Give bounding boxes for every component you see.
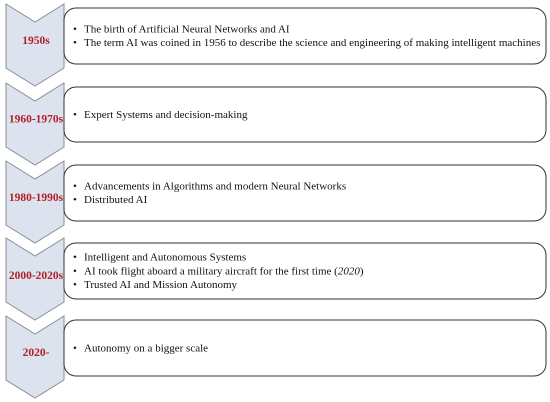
era-description-box	[64, 8, 546, 64]
era-label: 2020-	[22, 347, 50, 359]
era-item-text: Distributed AI	[84, 194, 148, 207]
era-item-text: The birth of Artificial Neural Networks and AI	[84, 23, 290, 36]
era-description-box	[64, 165, 546, 221]
bullet-icon: •	[73, 108, 77, 121]
bullet-icon: •	[73, 180, 77, 193]
timeline-era	[6, 161, 546, 243]
bullet-icon: •	[73, 194, 77, 207]
era-item-text: AI took flight aboard a military aircraft for the first time (2020)	[84, 265, 364, 278]
era-label: 1960-1970s	[8, 113, 64, 126]
bullet-icon: •	[73, 37, 77, 50]
bullet-icon: •	[73, 23, 77, 36]
era-label: 1980-1990s	[8, 192, 64, 204]
era-item-text: Trusted AI and Mission Autonomy	[84, 278, 238, 291]
bullet-icon: •	[73, 342, 77, 355]
timeline-era	[6, 4, 546, 86]
timeline-era	[6, 83, 546, 165]
era-item-text: Advancements in Algorithms and modern Neural Networks	[84, 180, 347, 193]
timeline-era	[6, 238, 546, 320]
era-item-text: Intelligent and Autonomous Systems	[84, 251, 247, 264]
timeline-era	[6, 316, 546, 398]
bullet-icon: •	[73, 265, 77, 278]
bullet-icon: •	[73, 278, 77, 291]
bullet-icon: •	[73, 251, 77, 264]
era-item-text: Autonomy on a bigger scale	[84, 342, 209, 355]
era-label: 1950s	[22, 35, 50, 47]
era-label: 2000-2020s	[8, 270, 64, 282]
era-item-text: The term AI was coined in 1956 to describe the science and engineering of making intelligent machines	[84, 37, 541, 50]
era-item-text: Expert Systems and decision-making	[84, 108, 248, 121]
